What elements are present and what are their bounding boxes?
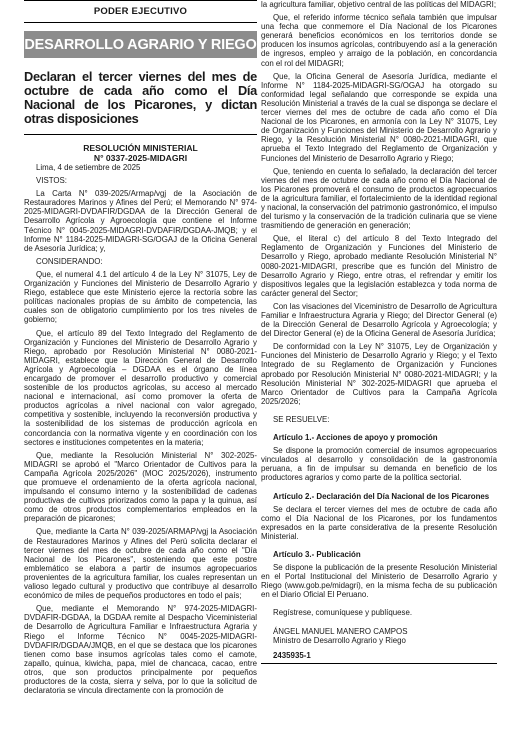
vistos-text: La Carta N° 039-2025/Armap/vgj de la Asociación de Restauradores Marinos y Afines del Perú; el Memorando N° 974-2025-MIDAGRI-DVDAFIR/DGDAA de la Dirección General de Desarrollo Agrícola y Agroecología que contiene el Informe Técnico N° 0045-2025-MIDAGRI-DVDAFIR/DGDAA-JMQB; y el Informe N° 1184-2025-MIDAGRI-SG/OGAJ de la Oficina General de Asesoría Jurídica; y, [24, 189, 257, 253]
resolution-heading [24, 143, 257, 163]
publication-code: 2435935-1 [261, 651, 497, 664]
section-header: PODER EJECUTIVO [24, 0, 257, 23]
date-line: Lima, 4 de setiembre de 2025 [36, 163, 141, 172]
se-resuelve-label: SE RESUELVE: [273, 414, 330, 424]
resolution-label: RESOLUCIÓN MINISTERIAL [83, 143, 198, 153]
signer-name: ÁNGEL MANUEL MANERO CAMPOS [273, 626, 408, 636]
considerando-paragraph: Que, el referido informe técnico señala también que impulsar una fecha que conmemore el Día Nacional de los Picarones generará beneficios económicos en los territorios donde se producen los insumos agrícolas, contribuyendo así a la generación de ingresos, empleo y arraigo de la población, en concordancia con el rol del MIDAGRI; [261, 13, 497, 68]
sector-banner: DESARROLLO AGRARIO Y RIEGO [24, 31, 257, 58]
considerando-label: CONSIDERANDO: [36, 256, 103, 266]
considerando-paragraph: Que, mediante la Carta N° 039-2025/ARMAP/vgj la Asociación de Restauradores Marinos y Afines del Perú solicita declarar el tercer viernes del mes de octubre de cada año como el "Día Nacional de los Picarones", sosteniendo que este postre emblemático se elabora a partir de insumos agropecuarios provenientes de la agricultura familiar, los cuales representan un valioso legado cultural y productivo que contribuye al desarrollo económico de miles de pequeños productores en todo el país; [24, 527, 257, 601]
considerando-paragraph: Que, el artículo 89 del Texto Integrado del Reglamento de Organización y Funciones del Ministerio de Desarrollo Agrario y Riego, aprobado por Resolución Ministerial N° 0080-2021-MIDAGRI, establece que la Dirección General de Desarrollo Agrícola y Agroecología – DGDAA es el órgano de línea encargado de promover el desarrollo productivo y comercial sostenible de los productos agrícolas, su acceso al mercado nacional e internacional, así como promover la oferta de productos agrícolas a nivel nacional con valor agregado, competitiva y sostenible, incluyendo la reconversión productiva y la sostenibilidad de los sistemas de producción agrícola en concordancia con la normativa vigente y en coordinación con los sectores e instituciones competentes en la materia; [24, 328, 257, 447]
article-heading: Artículo 2.- Declaración del Día Nacional de los Picarones [273, 491, 490, 501]
considerando-paragraph: la agricultura familiar, objetivo central de las políticas del MIDAGRI; [261, 0, 497, 9]
signer-role: Ministro de Desarrollo Agrario y Riego [273, 635, 406, 645]
left-column [24, 0, 257, 699]
closing-line: Regístrese, comuníquese y publíquese. [273, 608, 413, 618]
considerando-paragraph: Que, mediante el Memorando N° 974-2025-MIDAGRI-DVDAFIR-DGDAA, la DGDAA remite al Despacho Viceministerial de Desarrollo de Agricultura Familiar e Infraestructura Agraria y Riego el Informe Técnico N° 0045-2025-MIDAGRI-DVDAFIR/DGDAA/JMQB, en el que se destaca que los picarones tienen como base insumos agrícolas tales como el camote, zapallo, quinua, kiwicha, papa, miel de chancaca, cacao, entre otros, que son productos principalmente por pequeños productores de la costa, sierra y selva, por lo que la solicitud de declaratoria se vincula directamente con la promoción de [24, 604, 257, 696]
considerando-paragraph: Que, teniendo en cuenta lo señalado, la declaración del tercer viernes del mes de octubre de cada año como el Día Nacional de los Picarones promoverá el consumo de productos agropecuarios de la agricultura familiar, el fortalecimiento de la identidad regional y nacional, la conservación del patrimonio gastronómico, el impulso del turismo y la conservación de la tradición culinaria que se viene trasmitiendo de generación en generación; [261, 166, 497, 231]
article-text: Se dispone la publicación de la presente Resolución Ministerial en el Portal Institucional del Ministerio de Desarrollo Agrario y Riego (www.gob.pe/midagri), en la misma fecha de su publicación en el Diario Oficial El Peruano. [261, 563, 497, 600]
considerando-paragraph: Con las visaciones del Viceministro de Desarrollo de Agricultura Familiar e Infraestructura Agraria y Riego; del Director General (e) de la Dirección General de Desarrollo Agrícola y Agroecología; y del Director General (e) de la Oficina General de Asesoría Jurídica; [261, 301, 497, 339]
vistos-label: VISTOS: [36, 176, 67, 186]
article-text: Se declara el tercer viernes del mes de octubre de cada año como el Día Nacional de los Picarones, por los fundamentos expresados en la parte considerativa de la presente Resolución Ministerial. [261, 504, 497, 541]
considerando-paragraph: Que, el numeral 4.1 del artículo 4 de la Ley N° 31075, Ley de Organización y Funciones del Ministerio de Desarrollo Agrario y Riego, establece que este Ministerio ejerce la rectoría sobre las políticas nacionales propias de su ámbito de competencia, las cuales son de obligatorio cumplimiento por los tres niveles de gobierno; [24, 269, 257, 325]
article-heading: Artículo 1.- Acciones de apoyo y promoción [273, 433, 438, 443]
right-column [261, 0, 497, 664]
article-heading: Artículo 3.- Publicación [273, 549, 361, 559]
considerando-paragraph: Que, el literal c) del artículo 8 del Texto Integrado del Reglamento de Organización y Funciones del Ministerio de Desarrollo y Riego, aprobado mediante Resolución Ministerial N° 0080-2021-MIDAGRI, prescribe que es función del Ministro de Desarrollo Agrario y Riego, entre otras, el refrendar y emitir los dispositivos legales que la legislación establezca y toda norma de carácter general del Sector; [261, 234, 497, 298]
article-text: Se dispone la promoción comercial de insumos agropecuarios vinculados al desarrollo y consolidación de la gastronomía peruana, a fin de impulsar su demanda en beneficio de los productores agrarios y como parte de la política sectorial. [261, 446, 497, 483]
considerando-paragraph: Que, la Oficina General de Asesoría Jurídica, mediante el Informe N° 1184-2025-MIDAGRI-SG/OGAJ ha otorgado su conformidad legal señalando que corresponde se expida una Resolución Ministerial a través de la cual se disponga se declare el tercer viernes del mes de octubre de cada año como el Día Nacional de los Picarones, en armonía con la Ley N° 31075, Ley de Organización y Funciones del Ministerio de Desarrollo Agrario y Riego, y la Resolución Ministerial N° 0080-2021-MIDAGRI, que aprueba el Texto Integrado del Reglamento de Organización y Funciones del Ministerio de Desarrollo Agrario y Riego; [261, 71, 497, 163]
considerando-paragraph: De conformidad con la Ley N° 31075, Ley de Organización y Funciones del Ministerio de Desarrollo Agrario y Riego; y el Texto Integrado de su Reglamento de Organización y Funciones aprobado por Resolución Ministerial N° 0080-2021-MIDAGRI; y la Resolución Ministerial N° 302-2025-MIDAGRI que aprueba el Marco Orientador de Cultivos para la Campaña Agrícola 2025/2026; [261, 342, 497, 406]
considerando-paragraph: Que, mediante la Resolución Ministerial N° 302-2025-MIDAGRI se aprobó el "Marco Orientador de Cultivos para la Campaña Agrícola 2025/2026" (MOC 2025/2026), instrumento que promueve el ordenamiento de la oferta agrícola nacional, impulsando el consumo interno y la sostenibilidad de cadenas productivas de cultivos priorizados como la papa y la quinua, así como de otros productos complementarios empleados en la preparación de picarones; [24, 450, 257, 524]
resolution-number: N° 0337-2025-MIDAGRI [93, 153, 188, 163]
document-title: Declaran el tercer viernes del mes de octubre de cada año como el Día Nacional de los Picarones, y dictan otras disposiciones [24, 70, 257, 135]
